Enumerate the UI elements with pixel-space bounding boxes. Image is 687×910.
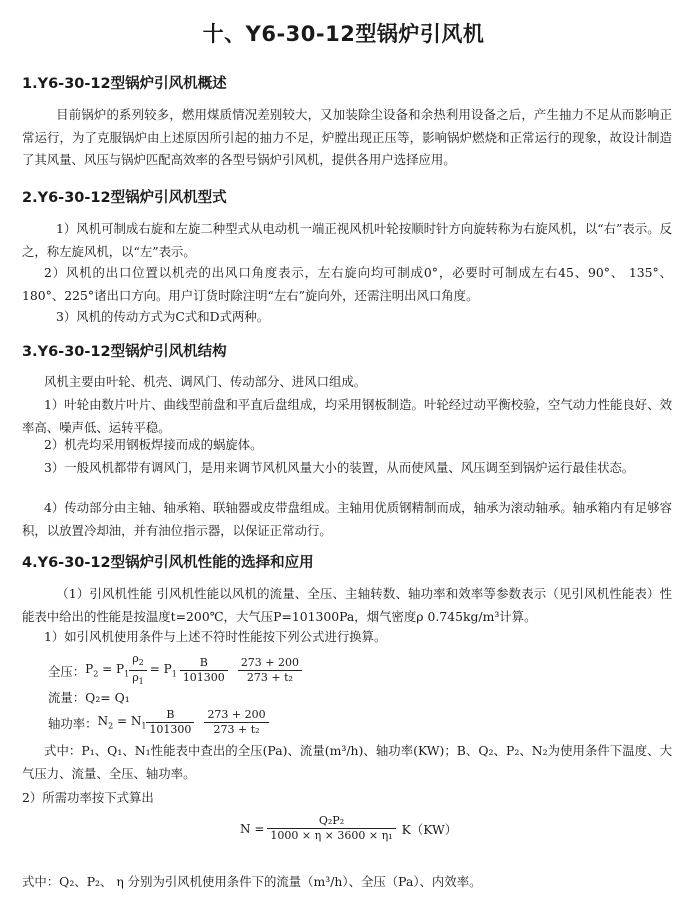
formula-flow-label: 流量： — [48, 690, 86, 705]
density-ratio: $\frac{\rho_2}{\rho_1}$ — [129, 652, 147, 689]
formula-power-label: 轴功率： — [48, 715, 98, 731]
temperature-ratio: $\frac{273 + 200}{\text{273 + t₂}}$ — [238, 656, 302, 685]
pressure-ratio: $\frac{B}{101300}$ — [180, 656, 228, 685]
section-3-p4: 4）传动部分由主轴、轴承箱、联轴器或皮带盘组成。主轴用优质钢精制而成，轴承为滚动轴承。轴承箱内有足够容积，以放置冷却油，并有油位指示器，以保证正常动行。 — [22, 500, 672, 538]
section-4-note: 式中：P₁、Q₁、N₁性能表中查出的全压(Pa)、流量(m³/h)、轴功率(KW)；B、Q₂、P₂、N₂为使用条件下温度、大气压力、流量、全压、轴功率。 — [22, 743, 672, 781]
section-4-heading: 4.Y6-30-12型锅炉引风机性能的选择和应用 — [22, 555, 314, 571]
formula-eq: = $P_1$ — [149, 662, 177, 679]
power-temperature-ratio: $\frac{273 + 200}{\text{273 + t₂}}$ — [204, 708, 268, 737]
formula-required-power-lhs: N = — [240, 821, 265, 836]
formula-power — [48, 708, 269, 737]
section-4-p1: （1）引风机性能 引风机性能以风机的流量、全压、主轴转数、轴功率和效率等参数表示（见引风机性能表）性能表中给出的性能是按温度t=200℃，大气压P=101300Pa，烟气密度ρ 0.745kg/m³计算。 — [22, 586, 672, 624]
section-3-p0: 风机主要由叶轮、机壳、调风门、传动部分、进风口组成。 — [44, 374, 367, 389]
formula-flow — [48, 688, 130, 706]
formula-pressure-label: 全压： — [48, 663, 86, 679]
section-1-heading: 1.Y6-30-12型锅炉引风机概述 — [22, 76, 227, 92]
formula-power-lhs: $N_2 = N_1$ — [97, 714, 147, 731]
page-title: 十、Y6-30-12型锅炉引风机 — [202, 22, 485, 46]
section-3-p2: 2）机壳均采用钢板焊接而成的蜗旋体。 — [44, 437, 263, 452]
section-2-p3: 3）风机的传动方式为C式和D式两种。 — [56, 309, 270, 324]
section-3-heading: 3.Y6-30-12型锅炉引风机结构 — [22, 344, 227, 360]
section-2-p1: 1）风机可制成右旋和左旋二种型式从电动机一端正视风机叶轮按顺时针方向旋转称为右旋风机，以“右”表示。反之，称左旋风机，以“左”表示。 — [22, 221, 672, 259]
section-4-final: 式中：Q₂、P₂、 η 分别为引风机使用条件下的流量（m³/h）、全压（Pa）、内效率。 — [22, 874, 482, 889]
section-2-p2: 2）风机的出口位置以机壳的出风口角度表示，左右旋向均可制成0°，必要时可制成左右45、90°、 135°、180°、225°诸出口方向。用户订货时除注明“左右”旋向外，还需注明出风口角度。 — [22, 265, 672, 303]
formula-required-power — [240, 814, 457, 843]
section-1-text: 目前锅炉的系列较多，燃用煤质情况差别较大，又加装除尘设备和余热利用设备之后，产生抽力不足从而影响正常运行，为了克服锅炉由上述原因所引起的抽力不足，炉膛出现正压等，影响锅炉燃烧和正常运行的现象，故设计制造了其风量、风压与锅炉匹配高效率的各型号锅炉引风机，提供各用户选择应用。 — [22, 107, 672, 167]
formula-flow-eq: Q₂= Q₁ — [85, 690, 130, 705]
required-power-unit: K（KW） — [401, 821, 458, 837]
power-pressure-ratio: $\frac{B}{101300}$ — [146, 708, 194, 737]
formula-pressure-lhs: $P_2 = P_1$ — [85, 662, 130, 679]
section-4-p3: 2）所需功率按下式算出 — [22, 790, 154, 805]
section-2-heading: 2.Y6-30-12型锅炉引风机型式 — [22, 190, 227, 206]
formula-pressure — [48, 652, 302, 689]
required-power-fraction: $\frac{\text{Q₂P₂}}{\text{1000 × η × 3600 × η₁}}$ — [267, 814, 395, 843]
section-4-p2: 1）如引风机使用条件与上述不符时性能按下列公式进行换算。 — [44, 629, 387, 644]
section-3-p1: 1）叶轮由数片叶片、曲线型前盘和平直后盘组成，均采用钢板制造。叶轮经过动平衡校验，空气动力性能良好、效率高、噪声低、运转平稳。 — [22, 397, 672, 435]
section-3-p3: 3）一般风机都带有调风门，是用来调节风机风量大小的装置，从而使风量、风压调至到锅炉运行最佳状态。 — [44, 460, 635, 475]
